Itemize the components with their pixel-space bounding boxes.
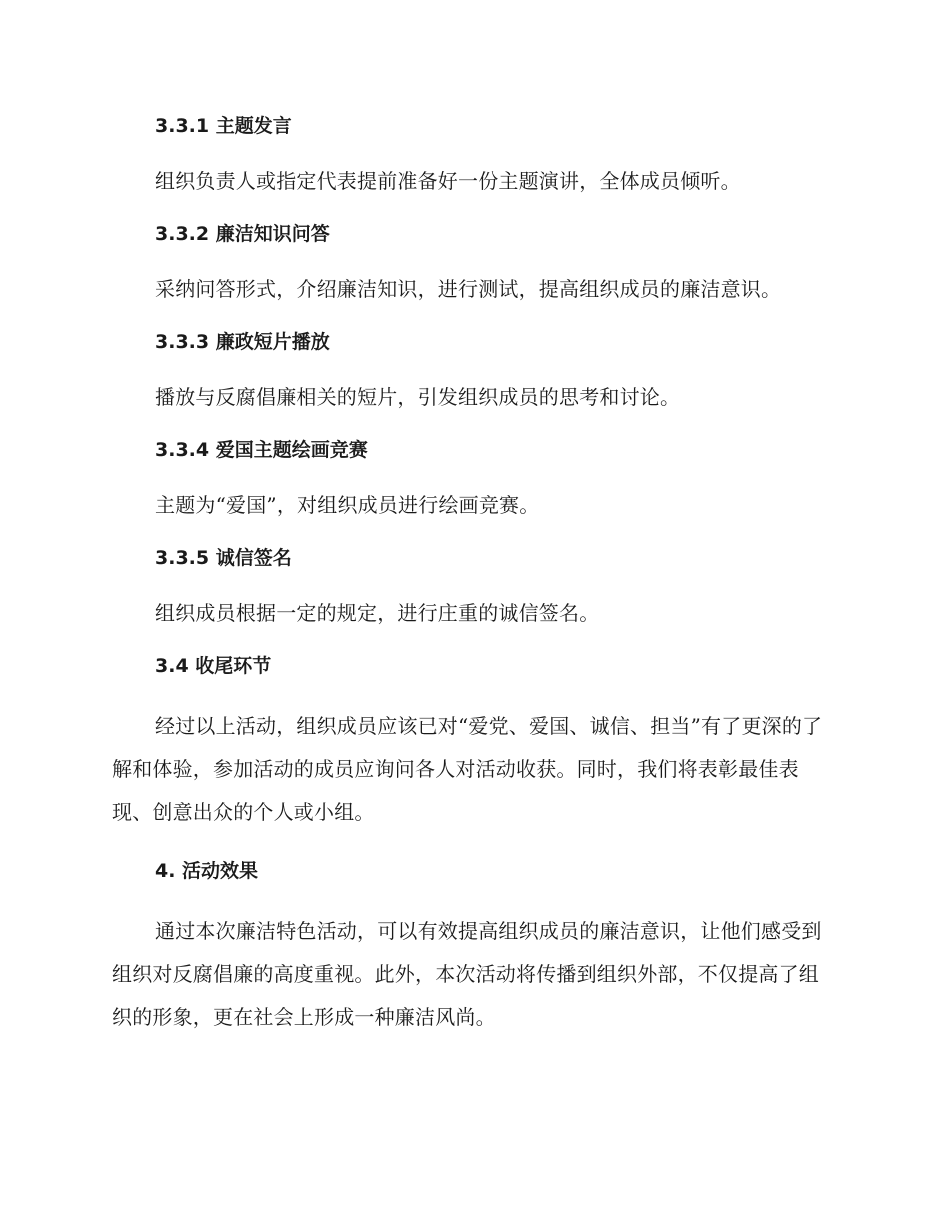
section-heading-3-3-5: 3.3.5 诚信签名 xyxy=(155,547,292,569)
section-text-3-3-3: 播放与反腐倡廉相关的短片，引发组织成员的思考和讨论。 xyxy=(155,385,681,409)
document-body xyxy=(112,110,832,1039)
section-heading-3-3-1: 3.3.1 主题发言 xyxy=(155,115,292,137)
section-text-3-3-1: 组织负责人或指定代表提前准备好一份主题演讲，全体成员倾听。 xyxy=(155,169,741,193)
section-heading-3-3-4: 3.3.4 爱国主题绘画竞赛 xyxy=(155,439,368,461)
section-text-3-3-4: 主题为“爱国”，对组织成员进行绘画竞赛。 xyxy=(155,493,540,517)
section-text-3-4: 经过以上活动，组织成员应该已对“爱党、爱国、诚信、担当”有了更深的了解和体验，参加活动的成员应询问各人对活动收获。同时，我们将表彰最佳表现、创意出众的个人或小组。 xyxy=(112,714,823,824)
section-heading-3-3-2: 3.3.2 廉洁知识问答 xyxy=(155,223,330,245)
section-heading-3-3-3: 3.3.3 廉政短片播放 xyxy=(155,331,330,353)
section-text-3-3-2: 采纳问答形式，介绍廉洁知识，进行测试，提高组织成员的廉洁意识。 xyxy=(155,277,782,301)
section-heading-4: 4. 活动效果 xyxy=(155,860,259,882)
section-heading-3-4: 3.4 收尾环节 xyxy=(155,655,272,677)
section-text-3-3-5: 组织成员根据一定的规定，进行庄重的诚信签名。 xyxy=(155,601,600,625)
section-text-4: 通过本次廉洁特色活动，可以有效提高组织成员的廉洁意识，让他们感受到组织对反腐倡廉的高度重视。此外，本次活动将传播到组织外部，不仅提高了组织的形象，更在社会上形成一种廉洁风尚。 xyxy=(112,919,822,1029)
